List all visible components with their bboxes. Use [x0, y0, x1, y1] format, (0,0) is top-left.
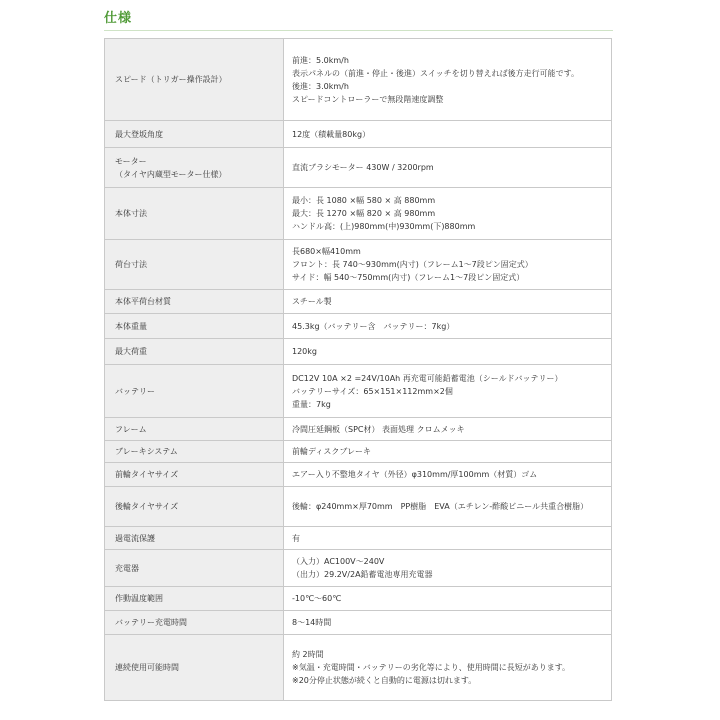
spec-row-usage-time [105, 635, 612, 701]
spec-label: モーター （タイヤ内蔵型モーター仕様） [105, 148, 284, 188]
spec-value: 最小：長 1080 ×幅 580 × 高 880mm 最大：長 1270 ×幅 820 × 高 980mm ハンドル高：(上)980mm(中)930mm(下)880mm [284, 188, 612, 240]
spec-value: 前輪ディスクブレーキ [284, 441, 612, 463]
spec-row-frame [105, 418, 612, 441]
spec-label: 前輪タイヤサイズ [105, 463, 284, 487]
spec-label: スピード（トリガー操作設計） [105, 39, 284, 121]
spec-value: スチール製 [284, 290, 612, 314]
spec-row-brake [105, 441, 612, 463]
spec-label: 荷台寸法 [105, 240, 284, 290]
spec-table [104, 38, 612, 701]
spec-value: 後輪：φ240mm×厚70mm PP樹脂 EVA（エチレン-酢酸ビニール共重合樹脂） [284, 487, 612, 527]
spec-value: 前進：5.0km/h 表示パネルの（前進・停止・後進）スイッチを切り替えれば後方走行可能です。 後進：3.0km/h スピードコントローラーで無段階速度調整 [284, 39, 612, 121]
spec-label: 本体寸法 [105, 188, 284, 240]
spec-label: フレーム [105, 418, 284, 441]
spec-row-overcurrent [105, 527, 612, 550]
spec-value: 冷間圧延鋼板（SPC材） 表面処理 クロムメッキ [284, 418, 612, 441]
spec-label: 連続使用可能時間 [105, 635, 284, 701]
spec-value: 45.3kg（バッテリー含 バッテリー：7kg） [284, 314, 612, 339]
spec-row-temperature [105, 587, 612, 611]
spec-row-weight [105, 314, 612, 339]
spec-value: 有 [284, 527, 612, 550]
spec-row-charge-time [105, 611, 612, 635]
section-header [104, 4, 613, 31]
spec-value: 長680×幅410mm フロント：長 740〜930mm(内寸)（フレーム1〜7段ピン固定式） サイド：幅 540〜750mm(内寸)（フレーム1〜7段ピン固定式） [284, 240, 612, 290]
spec-value: 12度（積載量80kg） [284, 121, 612, 148]
spec-label: 最大荷重 [105, 339, 284, 365]
spec-label: 最大登坂角度 [105, 121, 284, 148]
spec-value: DC12V 10A ×2 =24V/10Ah 再充電可能鉛蓄電池（シールドバッテリー） バッテリーサイズ：65×151×112mm×2個 重量：7kg [284, 365, 612, 418]
spec-row-max-load [105, 339, 612, 365]
spec-value: 8〜14時間 [284, 611, 612, 635]
spec-value: エアー入り不整地タイヤ（外径）φ310mm/厚100mm（材質）ゴム [284, 463, 612, 487]
spec-row-max-slope [105, 121, 612, 148]
spec-value: 直流ブラシモーター 430W / 3200rpm [284, 148, 612, 188]
spec-label: バッテリー充電時間 [105, 611, 284, 635]
spec-row-rear-tire [105, 487, 612, 527]
spec-row-speed [105, 39, 612, 121]
spec-label: 過電流保護 [105, 527, 284, 550]
spec-row-battery [105, 365, 612, 418]
spec-row-bed-size [105, 240, 612, 290]
spec-label: バッテリー [105, 365, 284, 418]
spec-label: 本体平荷台材質 [105, 290, 284, 314]
spec-row-motor [105, 148, 612, 188]
spec-value: 120kg [284, 339, 612, 365]
spec-label: 充電器 [105, 550, 284, 587]
spec-value: -10℃〜60℃ [284, 587, 612, 611]
spec-row-charger [105, 550, 612, 587]
spec-row-bed-material [105, 290, 612, 314]
spec-row-front-tire [105, 463, 612, 487]
spec-value: （入力）AC100V〜240V （出力）29.2V/2A鉛蓄電池専用充電器 [284, 550, 612, 587]
spec-label: 後輪タイヤサイズ [105, 487, 284, 527]
spec-value: 約 2時間 ※気温・充電時間・バッテリーの劣化等により、使用時間に長短があります。 ※20分停止状態が続くと自動的に電源は切れます。 [284, 635, 612, 701]
spec-label: 作動温度範囲 [105, 587, 284, 611]
spec-label: ブレーキシステム [105, 441, 284, 463]
spec-label: 本体重量 [105, 314, 284, 339]
spec-row-body-size [105, 188, 612, 240]
section-title: 仕様 [104, 11, 133, 26]
